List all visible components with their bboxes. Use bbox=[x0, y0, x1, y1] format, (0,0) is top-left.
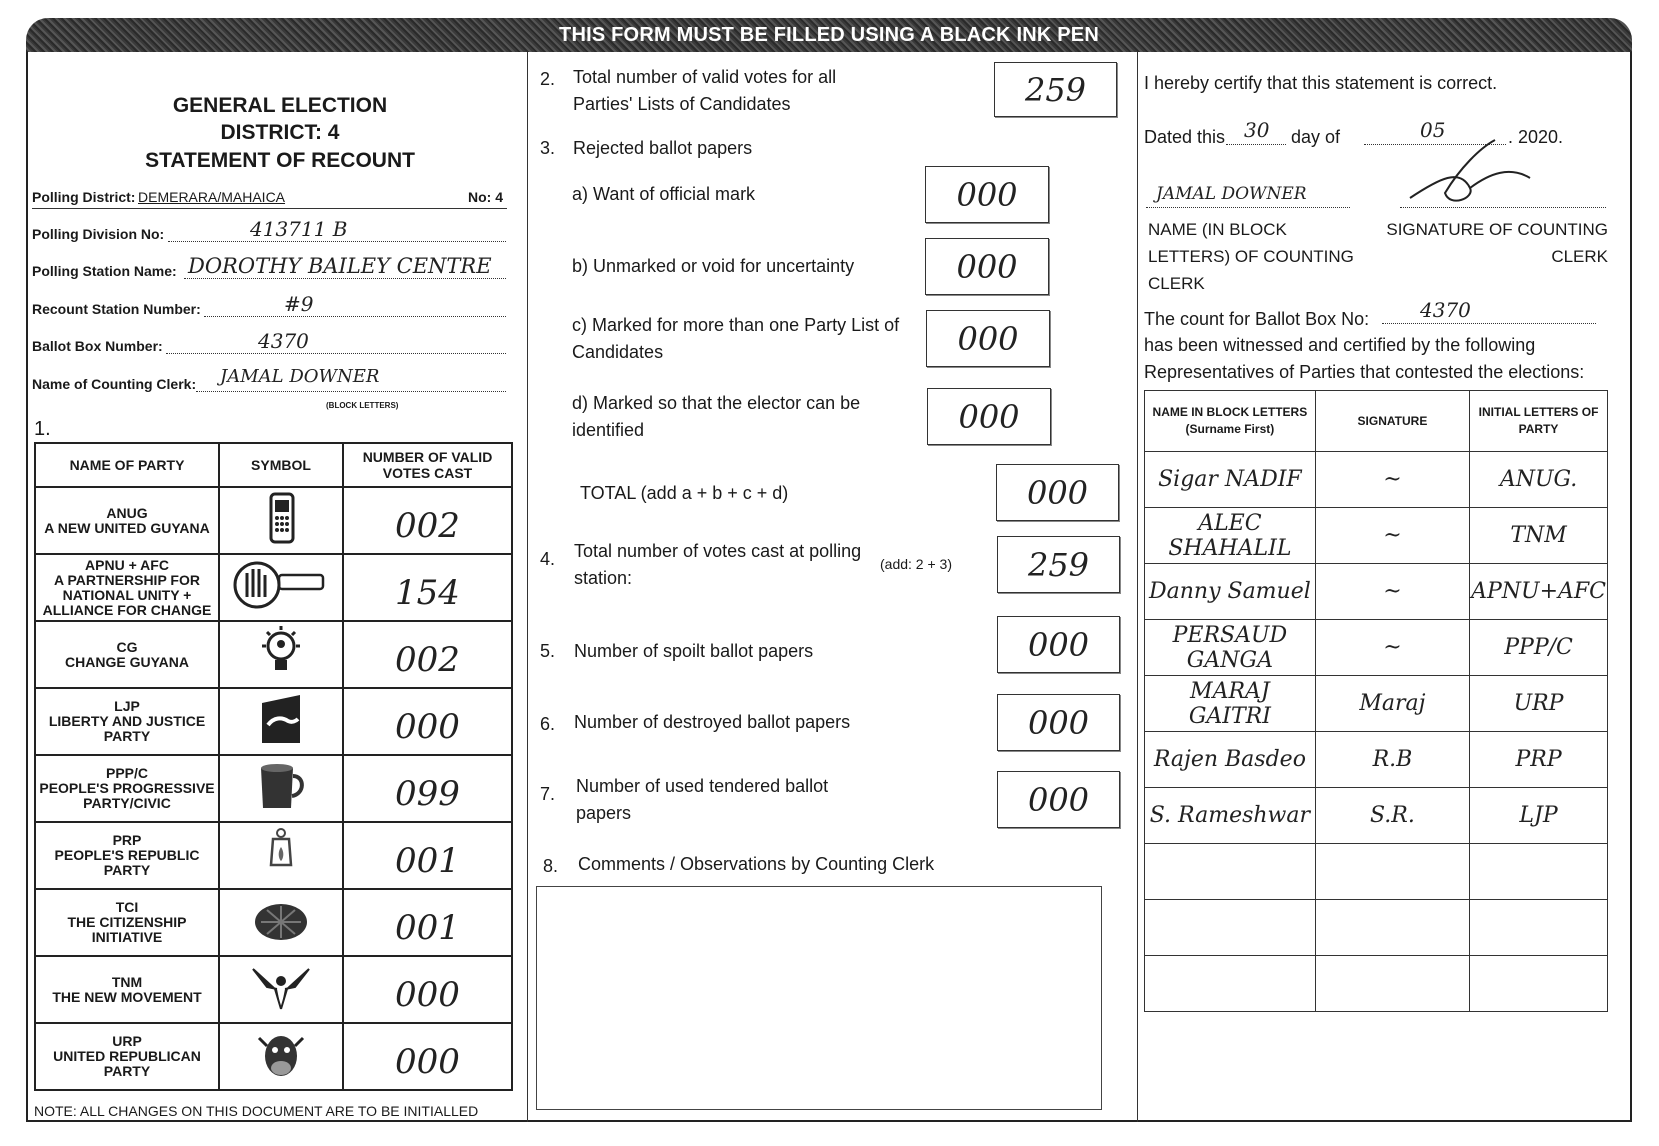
polling-station-label: Polling Station Name: bbox=[32, 263, 177, 279]
dotted-line bbox=[184, 278, 506, 279]
dotted-line bbox=[196, 391, 506, 392]
total-text: TOTAL (add a + b + c + d) bbox=[580, 483, 789, 503]
dated-this-label: Dated this bbox=[1144, 127, 1226, 147]
rep-signature bbox=[1315, 900, 1469, 956]
q8-number: 8. bbox=[543, 856, 559, 876]
rep-party-initials: LJP bbox=[1470, 788, 1608, 844]
rep-name: PERSAUD GANGA bbox=[1145, 620, 1316, 676]
rep-party-initials bbox=[1470, 844, 1608, 900]
date-month-value: 05 bbox=[1420, 118, 1446, 142]
rep-signature: S.R. bbox=[1315, 788, 1469, 844]
underline bbox=[32, 208, 507, 209]
representatives-table bbox=[1144, 390, 1608, 1012]
dotted-line bbox=[168, 241, 506, 242]
witness-text-2: Representatives of Parties that contested the elections: bbox=[1144, 362, 1585, 382]
party-votes: 154 bbox=[343, 554, 512, 621]
handshake-icon bbox=[219, 688, 343, 755]
rep-name: MARAJ GAITRI bbox=[1145, 676, 1316, 732]
table-header-row bbox=[35, 443, 512, 487]
q7-text: Number of used tendered ballot papers bbox=[576, 776, 829, 823]
party-name: TNM THE NEW MOVEMENT bbox=[35, 956, 219, 1023]
flower-icon bbox=[219, 889, 343, 956]
header-line-1: GENERAL ELECTION bbox=[172, 94, 388, 117]
cup-icon bbox=[219, 755, 343, 822]
table-row bbox=[1145, 564, 1608, 620]
party-name: PPP/C PEOPLE'S PROGRESSIVE PARTY/CIVIC bbox=[35, 755, 219, 822]
q3b-value-box: 000 bbox=[925, 238, 1049, 295]
rep-name: Danny Samuel bbox=[1145, 564, 1316, 620]
hand-key-icon bbox=[219, 554, 343, 621]
recount-station-value: #9 bbox=[284, 292, 314, 316]
party-name: ANUG A NEW UNITED GUYANA bbox=[35, 487, 219, 554]
party-votes: 000 bbox=[343, 688, 512, 755]
dotted-line bbox=[1382, 323, 1596, 324]
party-votes: 001 bbox=[343, 889, 512, 956]
banner-text: THIS FORM MUST BE FILLED USING A BLACK INK PEN bbox=[559, 23, 1099, 46]
q8-text: Comments / Observations by Counting Clerk bbox=[578, 854, 935, 874]
table-row bbox=[35, 822, 512, 889]
polling-district-label: Polling District: bbox=[32, 189, 136, 205]
rep-party-initials: ANUG. bbox=[1470, 452, 1608, 508]
q4-text: Total number of votes cast at polling station: bbox=[574, 541, 862, 588]
rep-name bbox=[1145, 900, 1316, 956]
form-banner bbox=[26, 18, 1632, 52]
column-header: NAME OF PARTY bbox=[35, 443, 219, 487]
q3a-text: a) Want of official mark bbox=[572, 184, 756, 204]
party-votes: 002 bbox=[343, 621, 512, 688]
column-header: NAME IN BLOCK LETTERS (Surname First) bbox=[1145, 391, 1316, 452]
table-row bbox=[1145, 676, 1608, 732]
rep-name: ALEC SHAHALIL bbox=[1145, 508, 1316, 564]
q4-add-note: (add: 2 + 3) bbox=[880, 556, 952, 572]
rep-name bbox=[1145, 844, 1316, 900]
q7-value-box: 000 bbox=[997, 771, 1120, 828]
column-header: INITIAL LETTERS OF PARTY bbox=[1470, 391, 1608, 452]
q2-text: Total number of valid votes for all Parties' Lists of Candidates bbox=[573, 67, 837, 114]
column-header: SYMBOL bbox=[219, 443, 343, 487]
date-year: . 2020. bbox=[1508, 127, 1564, 147]
lightbulb-icon bbox=[219, 621, 343, 688]
q6-value-box: 000 bbox=[997, 694, 1120, 751]
q7-number: 7. bbox=[540, 784, 556, 804]
rep-signature bbox=[1315, 956, 1469, 1012]
table-row bbox=[1145, 788, 1608, 844]
rep-signature bbox=[1315, 844, 1469, 900]
rep-signature: ~ bbox=[1315, 508, 1469, 564]
rep-party-initials bbox=[1470, 900, 1608, 956]
party-votes: 099 bbox=[343, 755, 512, 822]
header-line-2: DISTRICT: 4 bbox=[220, 121, 340, 144]
cow-icon bbox=[219, 1023, 343, 1090]
table-row bbox=[35, 755, 512, 822]
block-letters-note: (BLOCK LETTERS) bbox=[326, 401, 399, 410]
q3d-value-box: 000 bbox=[927, 388, 1051, 445]
q3c-text: c) Marked for more than one Party List of Candidates bbox=[572, 315, 900, 362]
party-votes: 001 bbox=[343, 822, 512, 889]
party-name: APNU + AFC A PARTNERSHIP FOR NATIONAL UNITY + ALLIANCE FOR CHANGE bbox=[35, 554, 219, 621]
polling-district-value: DEMERARA/MAHAICA bbox=[138, 189, 286, 205]
rep-name bbox=[1145, 956, 1316, 1012]
party-name: LJP LIBERTY AND JUSTICE PARTY bbox=[35, 688, 219, 755]
table-row bbox=[35, 554, 512, 621]
eagle-icon bbox=[219, 956, 343, 1023]
rep-name: Sigar NADIF bbox=[1145, 452, 1316, 508]
table-header-row bbox=[1145, 391, 1608, 452]
q3-number: 3. bbox=[540, 138, 556, 158]
dotted-line bbox=[204, 316, 506, 317]
party-votes: 002 bbox=[343, 487, 512, 554]
rep-party-initials: APNU+AFC bbox=[1470, 564, 1608, 620]
rep-signature: ~ bbox=[1315, 564, 1469, 620]
rep-signature: ~ bbox=[1315, 620, 1469, 676]
recount-station-label: Recount Station Number: bbox=[32, 301, 201, 317]
party-name: PRP PEOPLE'S REPUBLIC PARTY bbox=[35, 822, 219, 889]
q6-text: Number of destroyed ballot papers bbox=[574, 712, 851, 732]
q3d-text: d) Marked so that the elector can be identified bbox=[572, 393, 861, 440]
header-title: STATEMENT OF RECOUNT bbox=[145, 149, 415, 172]
column-divider bbox=[1137, 52, 1138, 1122]
rep-party-initials bbox=[1470, 956, 1608, 1012]
section-number: 1. bbox=[34, 418, 51, 440]
table-row bbox=[1145, 956, 1608, 1012]
rep-party-initials: URP bbox=[1470, 676, 1608, 732]
lamp-icon bbox=[219, 822, 343, 889]
q3b-text: b) Unmarked or void for uncertainty bbox=[572, 256, 855, 276]
dotted-line bbox=[1146, 207, 1350, 208]
total-value-box: 000 bbox=[996, 464, 1119, 521]
polling-division-label: Polling Division No: bbox=[32, 226, 165, 242]
party-name: CG CHANGE GUYANA bbox=[35, 621, 219, 688]
table-row bbox=[1145, 508, 1608, 564]
q5-number: 5. bbox=[540, 641, 556, 661]
rep-name: S. Rameshwar bbox=[1145, 788, 1316, 844]
counting-clerk-label: Name of Counting Clerk: bbox=[32, 376, 197, 392]
cellphone-icon bbox=[219, 487, 343, 554]
rep-party-initials: TNM bbox=[1470, 508, 1608, 564]
counting-clerk-value: JAMAL DOWNER bbox=[220, 366, 380, 387]
rep-signature: R.B bbox=[1315, 732, 1469, 788]
table-row bbox=[35, 956, 512, 1023]
certify-text: I hereby certify that this statement is correct. bbox=[1144, 73, 1498, 93]
district-number: No: 4 bbox=[468, 189, 503, 205]
clerk-name-label: NAME (IN BLOCK LETTERS) OF COUNTING CLERK bbox=[1148, 220, 1354, 293]
table-row bbox=[35, 688, 512, 755]
party-name: URP UNITED REPUBLICAN PARTY bbox=[35, 1023, 219, 1090]
table-row bbox=[35, 487, 512, 554]
q2-number: 2. bbox=[540, 69, 556, 89]
rep-signature: Maraj bbox=[1315, 676, 1469, 732]
table-row bbox=[1145, 900, 1608, 956]
polling-division-value: 413711 B bbox=[250, 217, 348, 241]
table-row bbox=[35, 889, 512, 956]
day-of-label: day of bbox=[1291, 127, 1341, 147]
q4-number: 4. bbox=[540, 549, 556, 569]
comments-box[interactable] bbox=[536, 886, 1102, 1110]
q5-text: Number of spoilt ballot papers bbox=[574, 641, 814, 661]
table-row bbox=[1145, 844, 1608, 900]
party-votes: 000 bbox=[343, 956, 512, 1023]
q2-value-box: 259 bbox=[994, 62, 1117, 117]
table-row bbox=[35, 621, 512, 688]
column-header: NUMBER OF VALID VOTES CAST bbox=[343, 443, 512, 487]
rep-party-initials: PPP/C bbox=[1470, 620, 1608, 676]
ballot-box-value: 4370 bbox=[258, 329, 309, 353]
q4-value-box: 259 bbox=[997, 536, 1120, 593]
party-votes-table bbox=[34, 442, 513, 1091]
ballot-box-label: Ballot Box Number: bbox=[32, 338, 163, 354]
table-row bbox=[35, 1023, 512, 1090]
q3-text: Rejected ballot papers bbox=[573, 138, 753, 158]
clerk-name-value: JAMAL DOWNER bbox=[1156, 184, 1307, 204]
q5-value-box: 000 bbox=[997, 616, 1120, 673]
column-divider bbox=[527, 52, 528, 1122]
table-row bbox=[1145, 732, 1608, 788]
count-ballot-box-value: 4370 bbox=[1420, 298, 1471, 322]
q6-number: 6. bbox=[540, 714, 556, 734]
footnote: NOTE: ALL CHANGES ON THIS DOCUMENT ARE TO BE INITIALLED bbox=[34, 1103, 479, 1119]
rep-name: Rajen Basdeo bbox=[1145, 732, 1316, 788]
dotted-line bbox=[166, 353, 506, 354]
dotted-line bbox=[1226, 144, 1286, 145]
q3a-value-box: 000 bbox=[925, 166, 1049, 223]
q3c-value-box: 000 bbox=[926, 310, 1050, 367]
rep-signature: ~ bbox=[1315, 452, 1469, 508]
polling-station-value: DOROTHY BAILEY CENTRE bbox=[188, 254, 492, 278]
clerk-signature bbox=[1400, 138, 1540, 218]
party-votes: 000 bbox=[343, 1023, 512, 1090]
party-name: TCI THE CITIZENSHIP INITIATIVE bbox=[35, 889, 219, 956]
rep-party-initials: PRP bbox=[1470, 732, 1608, 788]
signature-label-2: CLERK bbox=[1551, 247, 1608, 266]
table-row bbox=[1145, 452, 1608, 508]
count-text: The count for Ballot Box No: bbox=[1144, 309, 1370, 329]
column-header: SIGNATURE bbox=[1315, 391, 1469, 452]
witness-text-1: has been witnessed and certified by the following bbox=[1144, 335, 1536, 355]
date-day-value: 30 bbox=[1244, 118, 1270, 142]
signature-label-1: SIGNATURE OF COUNTING bbox=[1386, 220, 1608, 239]
table-row bbox=[1145, 620, 1608, 676]
